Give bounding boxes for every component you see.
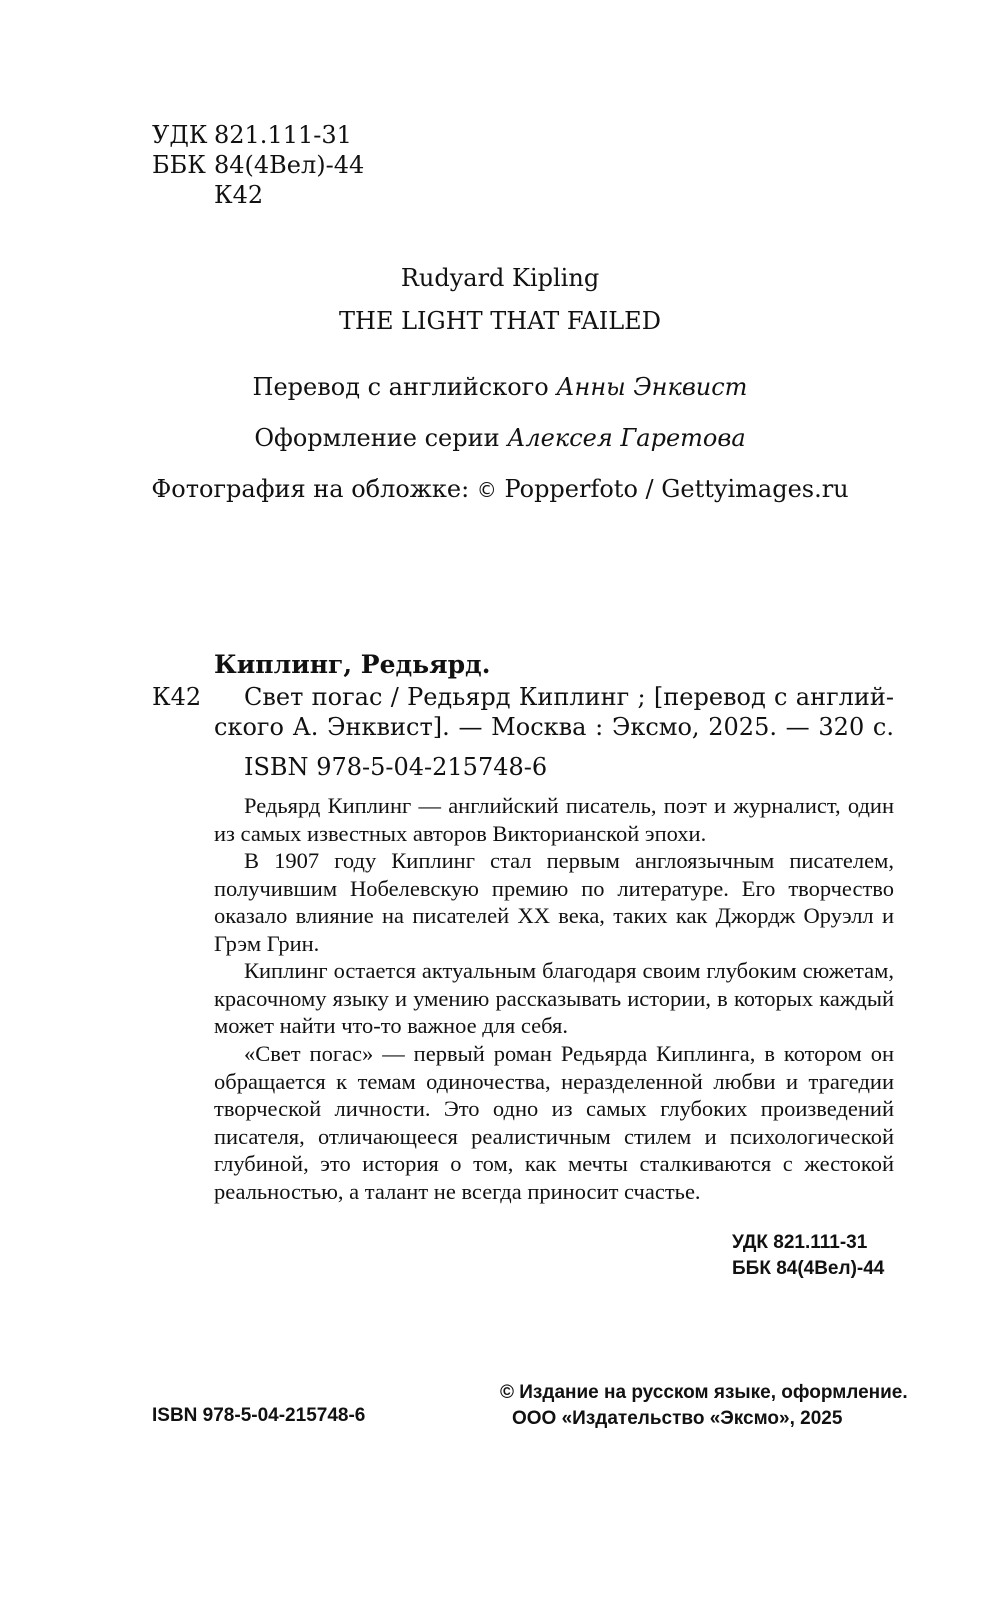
bbk-value: 84(4Вел)-44 [214,151,365,179]
author-mark: К42 [214,181,264,209]
catalog-code: К42 [152,683,202,711]
photo-label: Фотография на обложке: [151,475,470,503]
original-author: Rudyard Kipling [400,264,600,292]
catalog-description-line1: Свет погас / Редьярд Киплинг ; [перевод с англий- [244,683,894,711]
footer-udk: УДК 821.111-31 [732,1232,868,1253]
design-label: Оформление серии [254,424,500,452]
author-mark-row [152,180,263,210]
original-title: THE LIGHT THAT FAILED [339,307,661,335]
annotation-paragraph-4: «Свет погас» — первый роман Редьярда Киплинга, в котором он обращается к темам одиночества, неразделенной любви и трагедии творческой личности. Это одно из самых глубоких произведений писателя, отличающееся реалистичным стилем и психологической глубиной, это история о том, как мечты сталкиваются с жестокой реальностью, а талант не всегда приносит счастье. [214,1041,894,1204]
udk-row [152,120,352,150]
photo-source: Popperfoto / Gettyimages.ru [504,475,849,503]
photo-credit [0,474,1000,505]
annotation-paragraph-2: В 1907 году Киплинг стал первым англоязычным писателем, получившим Нобелевскую премию по литературе. Его творчество оказало влияние на писателей XX века, таких как Джордж Оруэлл и Грэм Грин. [214,848,894,956]
bbk-label: ББК [152,151,206,179]
annotation-paragraph-1: Редьярд Киплинг — английский писатель, поэт и журналист, один из самых известных авторов Викторианской эпохи. [214,793,894,846]
catalog-author-heading: Киплинг, Редьярд. [214,650,491,679]
annotation-paragraph-3: Киплинг остается актуальным благодаря своим глубоким сюжетам, красочному языку и умению рассказывать истории, в которых каждый может найти что-то важное для себя. [214,958,894,1038]
catalog-description-line2: ского А. Энквист]. — Москва : Эксмо, 2025. — 320 с. [214,713,894,741]
udk-label: УДК [152,121,208,149]
copyright-line-1: © Издание на русском языке, оформление. [500,1382,908,1403]
footer-bbk: ББК 84(4Вел)-44 [732,1258,885,1279]
imprint-isbn: ISBN 978-5-04-215748-6 [152,1405,366,1426]
catalog-isbn: ISBN 978-5-04-215748-6 [244,753,548,781]
bbk-row [152,150,364,180]
design-credit [0,423,1000,453]
udk-value: 821.111-31 [214,121,352,149]
copyright-sign: © [476,478,497,502]
translation-credit [0,372,1000,402]
translator-name: Анны Энквист [556,373,748,401]
copyright-line-2: ООО «Издательство «Эксмо», 2025 [512,1408,843,1429]
translation-label: Перевод с английского [252,373,549,401]
designer-name: Алексея Гаретова [507,424,746,452]
